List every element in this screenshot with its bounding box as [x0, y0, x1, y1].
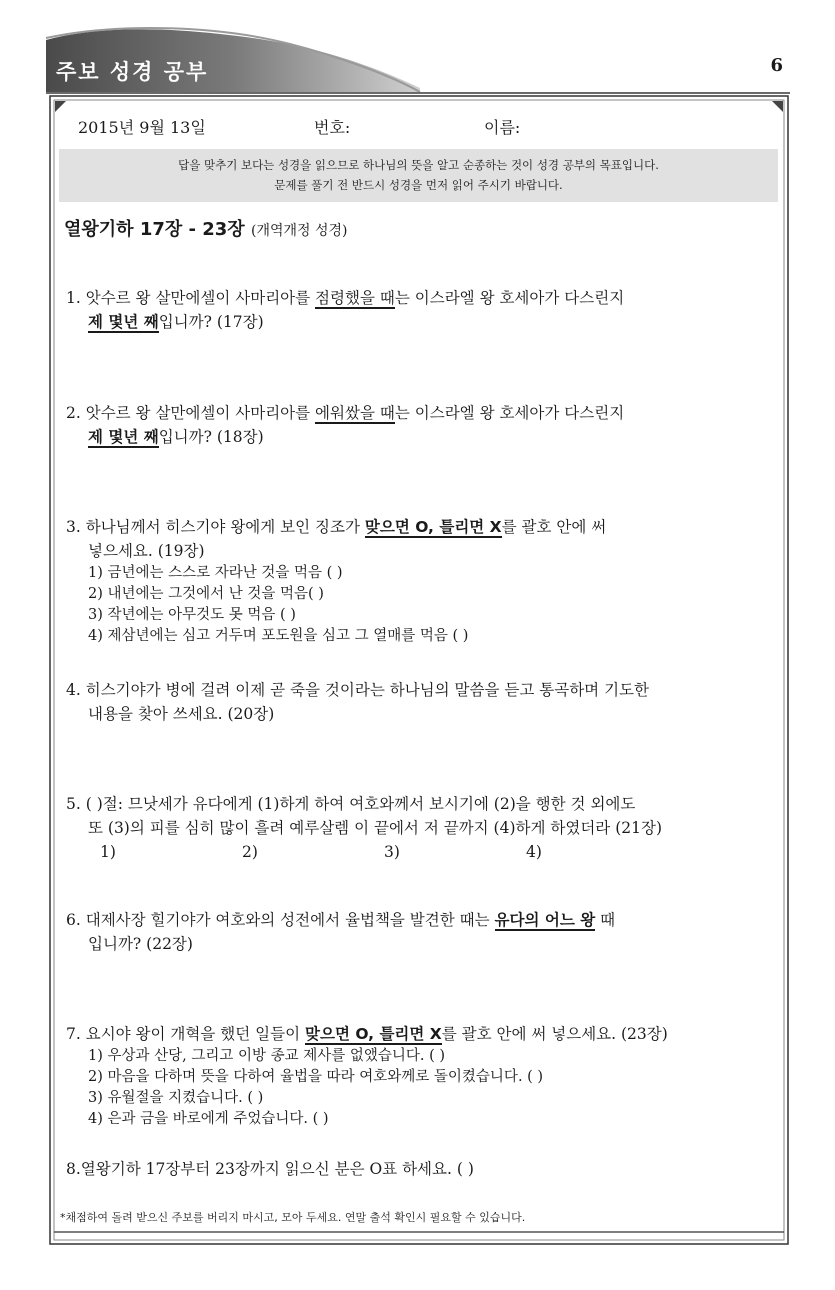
q7-item: 3) 유월절을 지켰습니다. ( ): [88, 1090, 264, 1106]
q7-item: 4) 은과 금을 바로에게 주었습니다. ( ): [88, 1111, 329, 1127]
question-5: 5. ( )절: 므낫세가 유다에게 (1)하게 하여 여호와께서 보시기에 (2)을 행한 것 외에도 또 (3)의 피를 심히 많이 흘려 예루살렘 이 끝에서 저 끝까지 (4)하게 하였더라 (21장) 1) 2) 3) 4): [66, 792, 778, 864]
notice-line-1: 답을 맞추기 보다는 성경을 읽으므로 하나님의 뜻을 알고 순종하는 것이 성경 공부의 목표입니다.: [178, 158, 659, 172]
q3-item: 1) 금년에는 스스로 자라난 것을 먹음 ( ): [88, 565, 343, 581]
q2-underline-2: 제 몇년 째: [88, 428, 159, 446]
question-4: 4. 히스기야가 병에 걸려 이제 곧 죽을 것이라는 하나님의 말씀을 듣고 통곡하며 기도한 내용을 찾아 쓰세요. (20장): [66, 681, 649, 723]
notice-line-2: 문제를 풀기 전 반드시 성경을 먼저 읽어 주시기 바랍니다.: [274, 178, 563, 192]
q3-item: 3) 작년에는 아무것도 못 먹음 ( ): [88, 607, 296, 623]
q2-underline: 에워쌌을 때: [315, 404, 395, 422]
question-1: 1. 앗수르 왕 살만에셀이 사마리아를 점령했을 때는 이스라엘 왕 호세아가 다스린지 제 몇년 째입니까? (17장): [66, 289, 625, 331]
title-sub: (개역개정 성경): [250, 223, 348, 239]
q1-underline: 점령했을 때: [315, 289, 395, 307]
q6-underline: 유다의 어느 왕: [494, 911, 596, 929]
number-label: 번호:: [314, 118, 351, 137]
question-6: 6. 대제사장 힐기야가 여호와의 성전에서 율법책을 발견한 때는 유다의 어느 왕 때 입니까? (22장): [66, 911, 616, 953]
q7-underline: 맞으면 O, 틀리면 X: [305, 1025, 442, 1043]
question-3: 3. 하나님께서 히스기야 왕에게 보인 징조가 맞으면 O, 틀리면 X를 괄호 안에 써 넣으세요. (19장) 1) 금년에는 스스로 자라난 것을 먹음 ( ) 2) 내년에는 그것에서 난 것을 먹음( ) 3) 작년에는 아무것도 못 먹음 ( ) 4) 제삼년에는 심고 거두며 포도원을 심고 그 열매를 먹음 ( ): [66, 515, 778, 647]
header-title: 주보 성경 공부: [56, 60, 209, 84]
page-title: [64, 215, 348, 241]
q3-underline: 맞으면 O, 틀리면 X: [364, 518, 502, 536]
q3-item: 2) 내년에는 그것에서 난 것을 먹음( ): [88, 586, 324, 602]
q1-underline-2: 제 몇년 째: [88, 313, 159, 331]
footnote: *채점하여 돌려 받으신 주보를 버리지 마시고, 모아 두세요. 연말 출석 확인시 필요할 수 있습니다.: [60, 1211, 526, 1224]
title-main: 열왕기하 17장 - 23장: [64, 219, 245, 240]
question-7: 7. 요시야 왕이 개혁을 했던 일들이 맞으면 O, 틀리면 X를 괄호 안에 써 넣으세요. (23장) 1) 우상과 산당, 그리고 이방 종교 제사를 없앴습니다. ( ) 2) 마음을 다하며 뜻을 다하여 율법을 따라 여호와께로 돌이켰습니다. ( ) 3) 유월절을 지켰습니다. ( ) 4) 은과 금을 바로에게 주었습니다. ( ): [66, 1022, 778, 1130]
date: 2015년 9월 13일: [78, 118, 206, 137]
q5-blanks: 1) 2) 3) 4): [100, 843, 542, 861]
q7-item: 1) 우상과 산당, 그리고 이방 종교 제사를 없앴습니다. ( ): [88, 1048, 446, 1064]
page-number: 6: [770, 55, 783, 76]
question-8: 8.열왕기하 17장부터 23장까지 읽으신 분은 O표 하세요. ( ): [66, 1160, 474, 1178]
name-label: 이름:: [484, 118, 521, 137]
q7-item: 2) 마음을 다하며 뜻을 다하여 율법을 따라 여호와께로 돌이켰습니다. ( ): [88, 1069, 544, 1085]
notice-box: [59, 149, 778, 202]
q3-item: 4) 제삼년에는 심고 거두며 포도원을 심고 그 열매를 먹음 ( ): [88, 628, 469, 644]
question-2: 2. 앗수르 왕 살만에셀이 사마리아를 에워쌌을 때는 이스라엘 왕 호세아가 다스린지 제 몇년 째입니까? (18장): [66, 404, 625, 446]
